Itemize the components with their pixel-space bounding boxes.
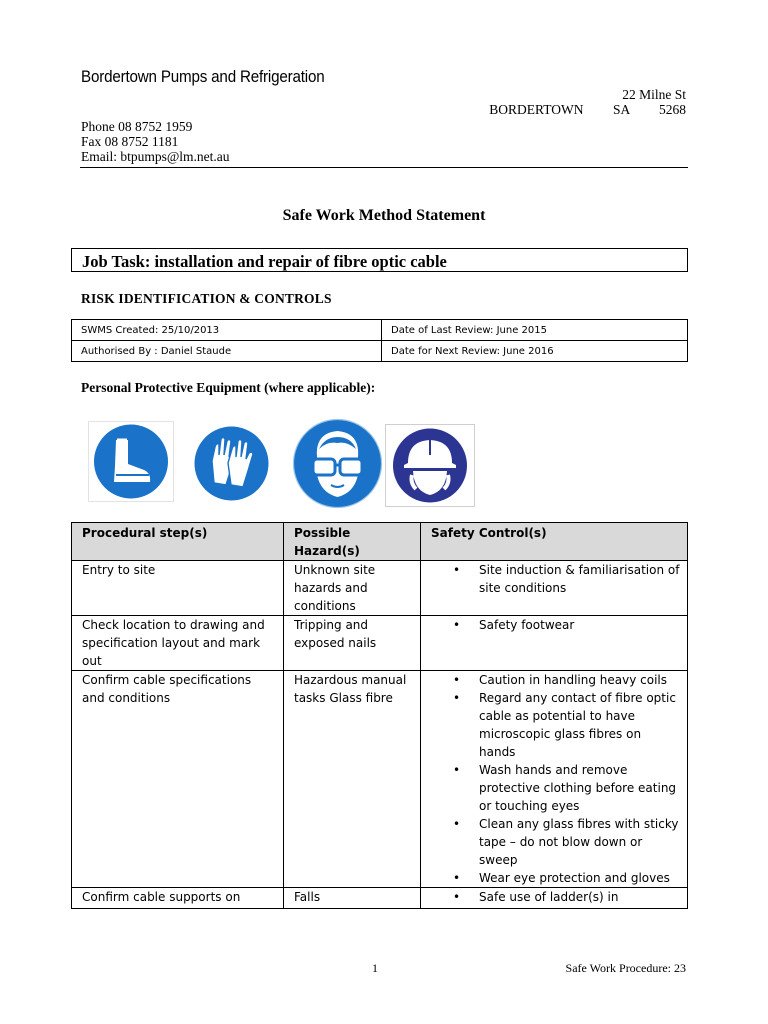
safety-boots-icon bbox=[88, 421, 174, 502]
table-row bbox=[72, 320, 688, 341]
table-header-row bbox=[72, 523, 688, 561]
header-divider bbox=[80, 167, 688, 168]
step-cell: Check location to drawing and specification layout and mark out bbox=[72, 616, 284, 671]
ppe-heading: Personal Protective Equipment (where applicable): bbox=[81, 380, 376, 395]
table-row bbox=[72, 888, 688, 909]
hazard-cell: Tripping and exposed nails bbox=[284, 616, 421, 671]
control-item: • Wear eye protection and gloves bbox=[431, 869, 681, 887]
control-item: • Regard any contact of fibre optic cable as potential to have microscopic glass fibres on hands bbox=[431, 689, 681, 761]
safety-glasses-icon bbox=[291, 417, 384, 510]
hazard-cell: Unknown site hazards and conditions bbox=[284, 561, 421, 616]
procedure-table bbox=[71, 522, 688, 909]
control-item: • Wash hands and remove protective clothing before eating or touching eyes bbox=[431, 761, 681, 815]
hard-hat-icon bbox=[385, 424, 475, 507]
step-cell: Confirm cable supports on bbox=[72, 888, 284, 909]
email-address: Email: btpumps@lm.net.au bbox=[81, 149, 230, 164]
step-cell: Entry to site bbox=[72, 561, 284, 616]
control-item: • Site induction & familiarisation of site conditions bbox=[431, 561, 681, 597]
hazard-cell: Falls bbox=[284, 888, 421, 909]
company-name: Bordertown Pumps and Refrigeration bbox=[81, 68, 325, 86]
table-row bbox=[72, 561, 688, 616]
table-row bbox=[72, 671, 688, 888]
next-review-date: Date for Next Review: June 2016 bbox=[382, 341, 688, 362]
header-safety-controls: Safety Control(s) bbox=[421, 523, 688, 561]
last-review-date: Date of Last Review: June 2015 bbox=[382, 320, 688, 341]
controls-cell bbox=[421, 888, 688, 909]
table-row bbox=[72, 341, 688, 362]
address-street: 22 Milne St bbox=[622, 87, 686, 102]
swms-created: SWMS Created: 25/10/2013 bbox=[72, 320, 382, 341]
table-row bbox=[72, 616, 688, 671]
control-item: • Clean any glass fibres with sticky tape – do not blow down or sweep bbox=[431, 815, 681, 869]
safety-gloves-icon bbox=[190, 425, 273, 502]
job-task-text: Job Task: installation and repair of fibre optic cable bbox=[82, 252, 447, 271]
footer-label: Safe Work Procedure: 23 bbox=[565, 961, 686, 975]
address-town: BORDERTOWN SA 5268 bbox=[489, 102, 686, 117]
header-possible-hazards: Possible Hazard(s) bbox=[284, 523, 421, 561]
control-item: • Safety footwear bbox=[431, 616, 681, 634]
phone-number: Phone 08 8752 1959 bbox=[81, 119, 193, 134]
header-procedural-steps: Procedural step(s) bbox=[72, 523, 284, 561]
control-item: • Caution in handling heavy coils bbox=[431, 671, 681, 689]
swms-info-table bbox=[71, 319, 688, 362]
controls-cell bbox=[421, 561, 688, 616]
step-cell: Confirm cable specifications and conditions bbox=[72, 671, 284, 888]
fax-number: Fax 08 8752 1181 bbox=[81, 134, 179, 149]
document-title: Safe Work Method Statement bbox=[282, 207, 486, 224]
control-item: • Safe use of ladder(s) in bbox=[431, 888, 681, 906]
authorised-by: Authorised By : Daniel Staude bbox=[72, 341, 382, 362]
job-task-box bbox=[71, 248, 688, 272]
hazard-cell: Hazardous manual tasks Glass fibre bbox=[284, 671, 421, 888]
controls-cell bbox=[421, 671, 688, 888]
risk-heading: RISK IDENTIFICATION & CONTROLS bbox=[81, 291, 332, 306]
controls-cell bbox=[421, 616, 688, 671]
page-number: 1 bbox=[372, 961, 378, 975]
